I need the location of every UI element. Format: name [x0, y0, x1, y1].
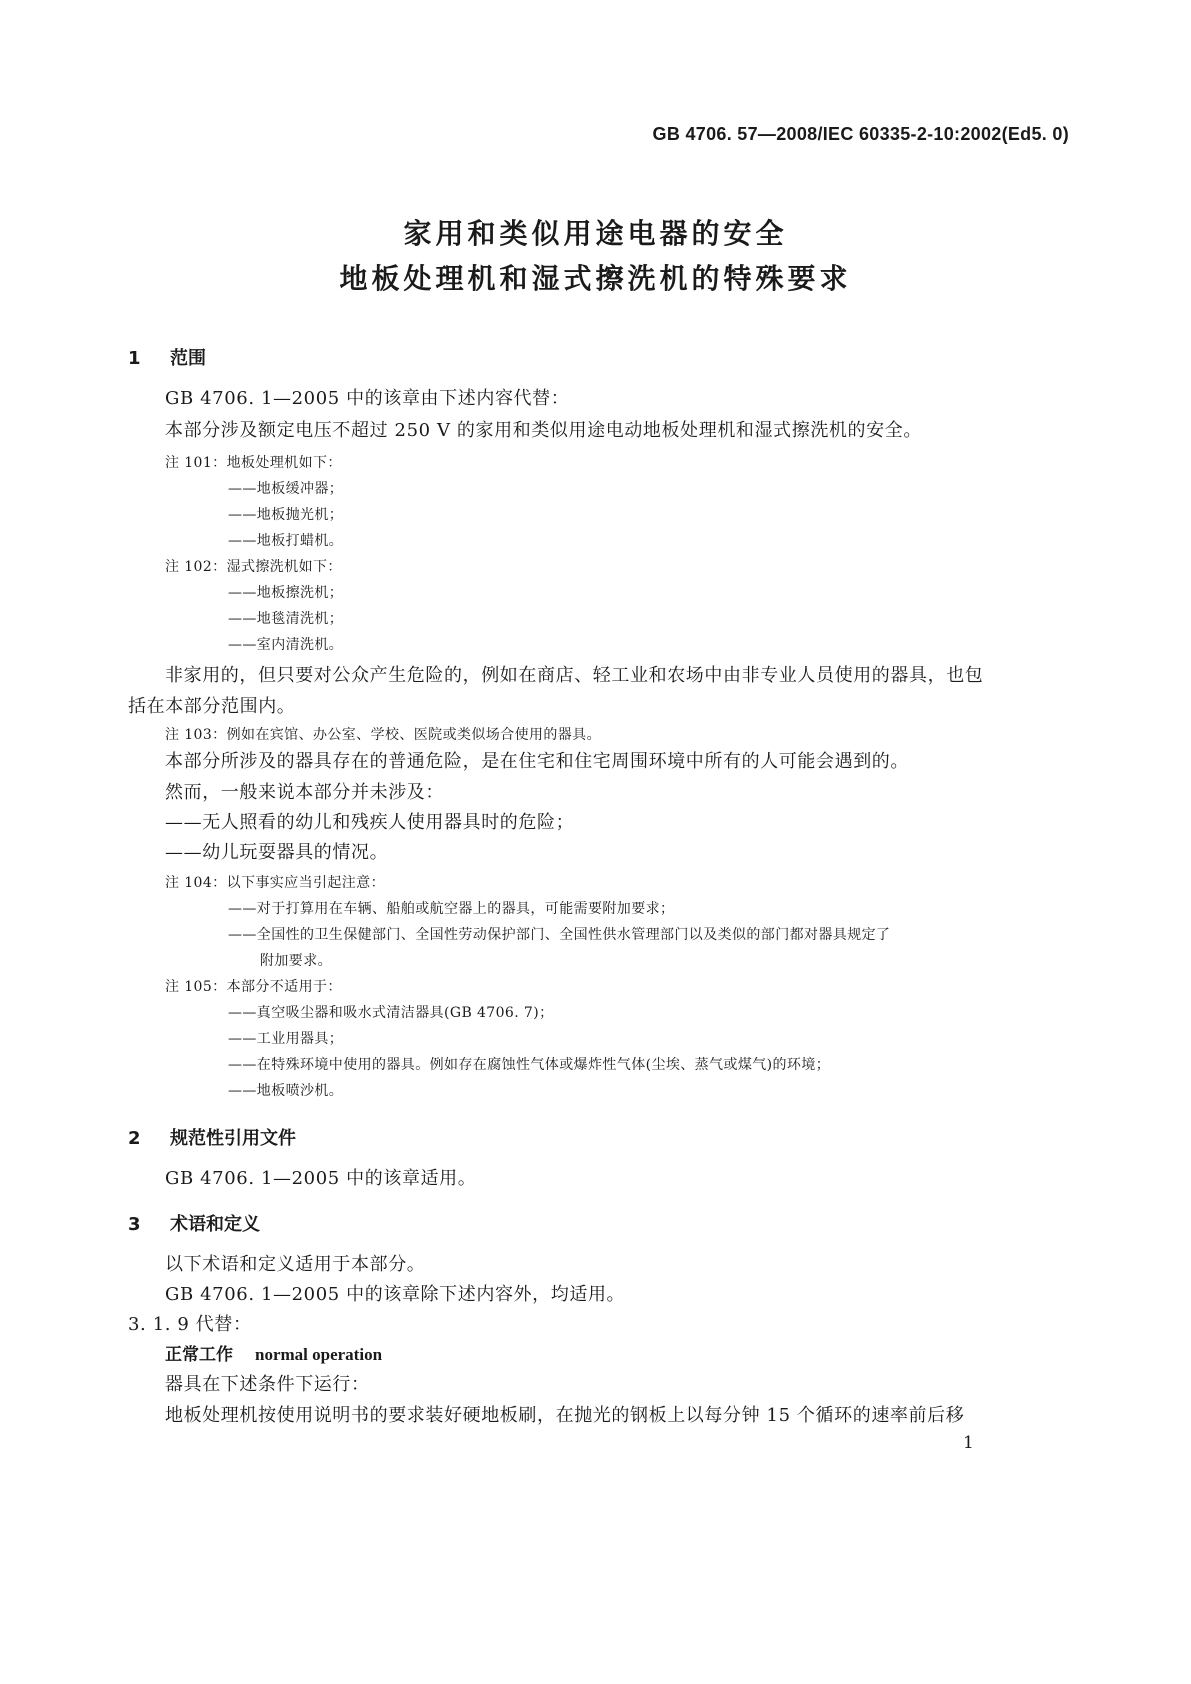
section-number: 3	[128, 1214, 141, 1235]
section-title: 规范性引用文件	[170, 1128, 296, 1149]
note-item: ——地板缓冲器；	[228, 481, 344, 497]
note-item: ——地板喷沙机。	[228, 1083, 344, 1099]
document-title-line-2: 地板处理机和湿式擦洗机的特殊要求	[339, 262, 852, 295]
note-item: ——地板抛光机；	[228, 507, 344, 523]
paragraph: GB 4706. 1—2005 中的该章由下述内容代替：	[165, 388, 570, 409]
paragraph: 地板处理机按使用说明书的要求装好硬地板刷，在抛光的钢板上以每分钟 15 个循环的速率前后移	[165, 1405, 965, 1426]
section-3-heading	[128, 1210, 260, 1236]
paragraph: 非家用的，但只要对公众产生危险的，例如在商店、轻工业和农场中由非专业人员使用的器具，也包	[165, 665, 984, 686]
paragraph: 器具在下述条件下运行：	[165, 1374, 370, 1395]
clause-3-1-9: 3. 1. 9 代替：	[128, 1314, 252, 1335]
section-title: 术语和定义	[170, 1214, 260, 1235]
section-number: 1	[128, 348, 141, 369]
paragraph: GB 4706. 1—2005 中的该章适用。	[165, 1168, 477, 1189]
note-104: 注 104：以下事实应当引起注意：	[165, 875, 385, 891]
page-number: 1	[963, 1433, 974, 1453]
paragraph: 本部分涉及额定电压不超过 250 V 的家用和类似用途电动地板处理机和湿式擦洗机的安全。	[165, 420, 922, 441]
note-item: ——真空吸尘器和吸水式清洁器具(GB 4706. 7)；	[228, 1005, 554, 1021]
note-item: ——工业用器具；	[228, 1031, 344, 1047]
note-item: ——地板打蜡机。	[228, 533, 344, 549]
note-103: 注 103：例如在宾馆、办公室、学校、医院或类似场合使用的器具。	[165, 727, 601, 743]
paragraph-continuation: 括在本部分范围内。	[128, 696, 296, 717]
note-item: ——地板擦洗机；	[228, 585, 344, 601]
term-chinese: 正常工作	[165, 1345, 233, 1365]
term-english: normal operation	[255, 1345, 383, 1364]
section-title: 范围	[170, 348, 206, 369]
list-item: ——幼儿玩耍器具的情况。	[165, 842, 389, 863]
term-heading	[165, 1340, 382, 1365]
section-1-heading	[128, 344, 206, 370]
note-105: 注 105：本部分不适用于：	[165, 979, 342, 995]
section-2-heading	[128, 1124, 296, 1150]
paragraph: 本部分所涉及的器具存在的普通危险，是在住宅和住宅周围环境中所有的人可能会遇到的。	[165, 751, 909, 772]
note-102: 注 102：湿式擦洗机如下：	[165, 559, 342, 575]
note-item: ——对于打算用在车辆、船舶或航空器上的器具，可能需要附加要求；	[228, 901, 675, 917]
note-item: ——室内清洗机。	[228, 637, 344, 653]
note-item-continuation: 附加要求。	[260, 953, 332, 969]
note-item: ——地毯清洗机；	[228, 611, 344, 627]
paragraph: 然而，一般来说本部分并未涉及：	[165, 782, 444, 803]
paragraph: 以下术语和定义适用于本部分。	[165, 1254, 426, 1275]
note-item: ——全国性的卫生保健部门、全国性劳动保护部门、全国性供水管理部门以及类似的部门都对器具规定了	[228, 927, 891, 943]
standard-number-header: GB 4706. 57—2008/IEC 60335-2-10:2002(Ed5. 0)	[652, 124, 1069, 144]
paragraph: GB 4706. 1—2005 中的该章除下述内容外，均适用。	[165, 1284, 626, 1305]
list-item: ——无人照看的幼儿和残疾人使用器具时的危险；	[165, 812, 575, 833]
note-item: ——在特殊环境中使用的器具。例如存在腐蚀性气体或爆炸性气体(尘埃、蒸气或煤气)的环境；	[228, 1057, 831, 1073]
note-101: 注 101：地板处理机如下：	[165, 455, 342, 471]
document-title-line-1: 家用和类似用途电器的安全	[403, 217, 788, 250]
section-number: 2	[128, 1128, 141, 1149]
